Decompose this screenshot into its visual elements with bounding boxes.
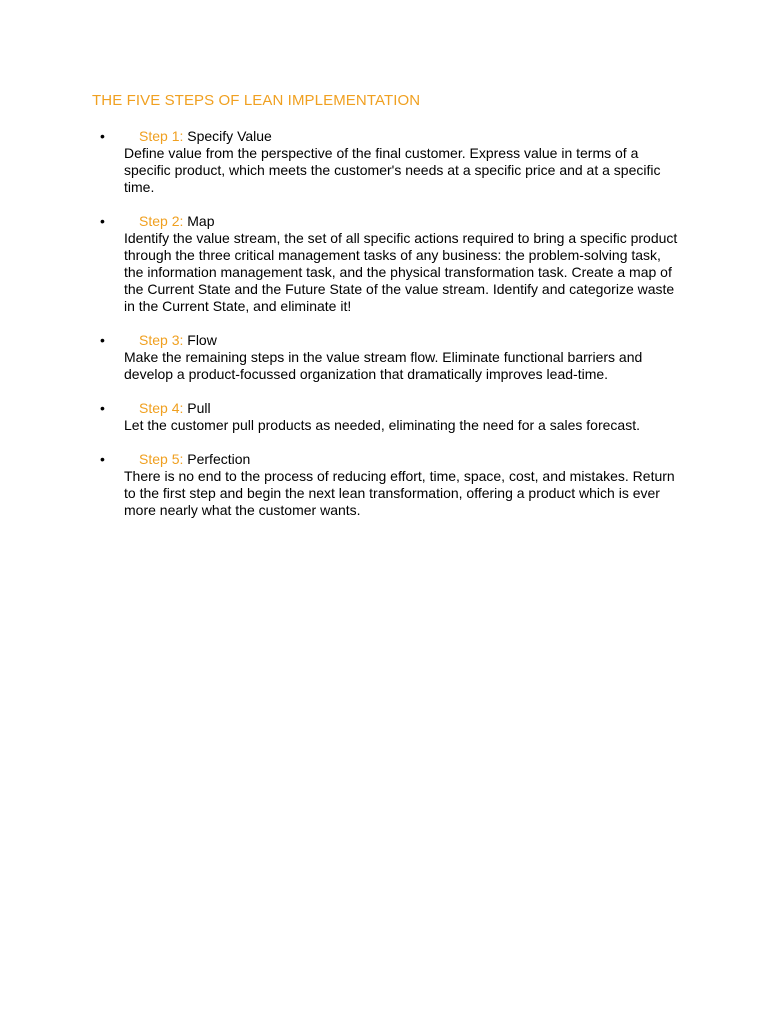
step-name: Flow	[187, 332, 217, 348]
step-label: Step 5:	[139, 451, 184, 467]
step-name: Map	[187, 213, 215, 229]
step-label: Step 1:	[139, 128, 184, 144]
bullet-icon: •	[100, 332, 105, 348]
bullet-icon: •	[100, 213, 105, 229]
step-description: Let the customer pull products as needed, eliminating the need for a sales forecast.	[124, 417, 640, 433]
step-heading	[139, 128, 768, 145]
bullet-icon: •	[100, 400, 105, 416]
step-name: Specify Value	[187, 128, 272, 144]
step-label: Step 4:	[139, 400, 184, 416]
step-description: Make the remaining steps in the value stream flow. Eliminate functional barriers and develop a product-focussed organization that dramatically improves lead-time.	[124, 349, 643, 382]
bullet-icon: •	[100, 451, 105, 467]
page-title: THE FIVE STEPS OF LEAN IMPLEMENTATION	[92, 92, 421, 109]
step-description: Define value from the perspective of the final customer. Express value in terms of a specific product, which meets the customer's needs at a specific price and at a specific time.	[124, 145, 661, 195]
step-heading	[139, 400, 768, 417]
step-heading	[139, 451, 768, 468]
step-name: Perfection	[187, 451, 251, 467]
list-item-step-3	[0, 332, 768, 383]
step-heading	[139, 213, 768, 230]
bullet-icon: •	[100, 128, 105, 144]
step-description: There is no end to the process of reducing effort, time, space, cost, and mistakes. Return to the first step and begin the next lean transformation, offering a product which is ever more nearly what the customer wants.	[124, 468, 675, 518]
step-name: Pull	[187, 400, 211, 416]
step-heading	[139, 332, 768, 349]
step-label: Step 3:	[139, 332, 184, 348]
step-description: Identify the value stream, the set of all specific actions required to bring a specific product through the three critical management tasks of any business: the problem-solving task, the information management task, and the physical transformation task. Create a map of the Current State and the Future State of the value stream. Identify and categorize waste in the Current State, and eliminate it!	[124, 230, 678, 314]
list-item-step-1	[0, 128, 768, 196]
list-item-step-2	[0, 213, 768, 315]
list-item-step-5	[0, 451, 768, 519]
steps-list	[0, 128, 768, 536]
step-label: Step 2:	[139, 213, 184, 229]
list-item-step-4	[0, 400, 768, 434]
